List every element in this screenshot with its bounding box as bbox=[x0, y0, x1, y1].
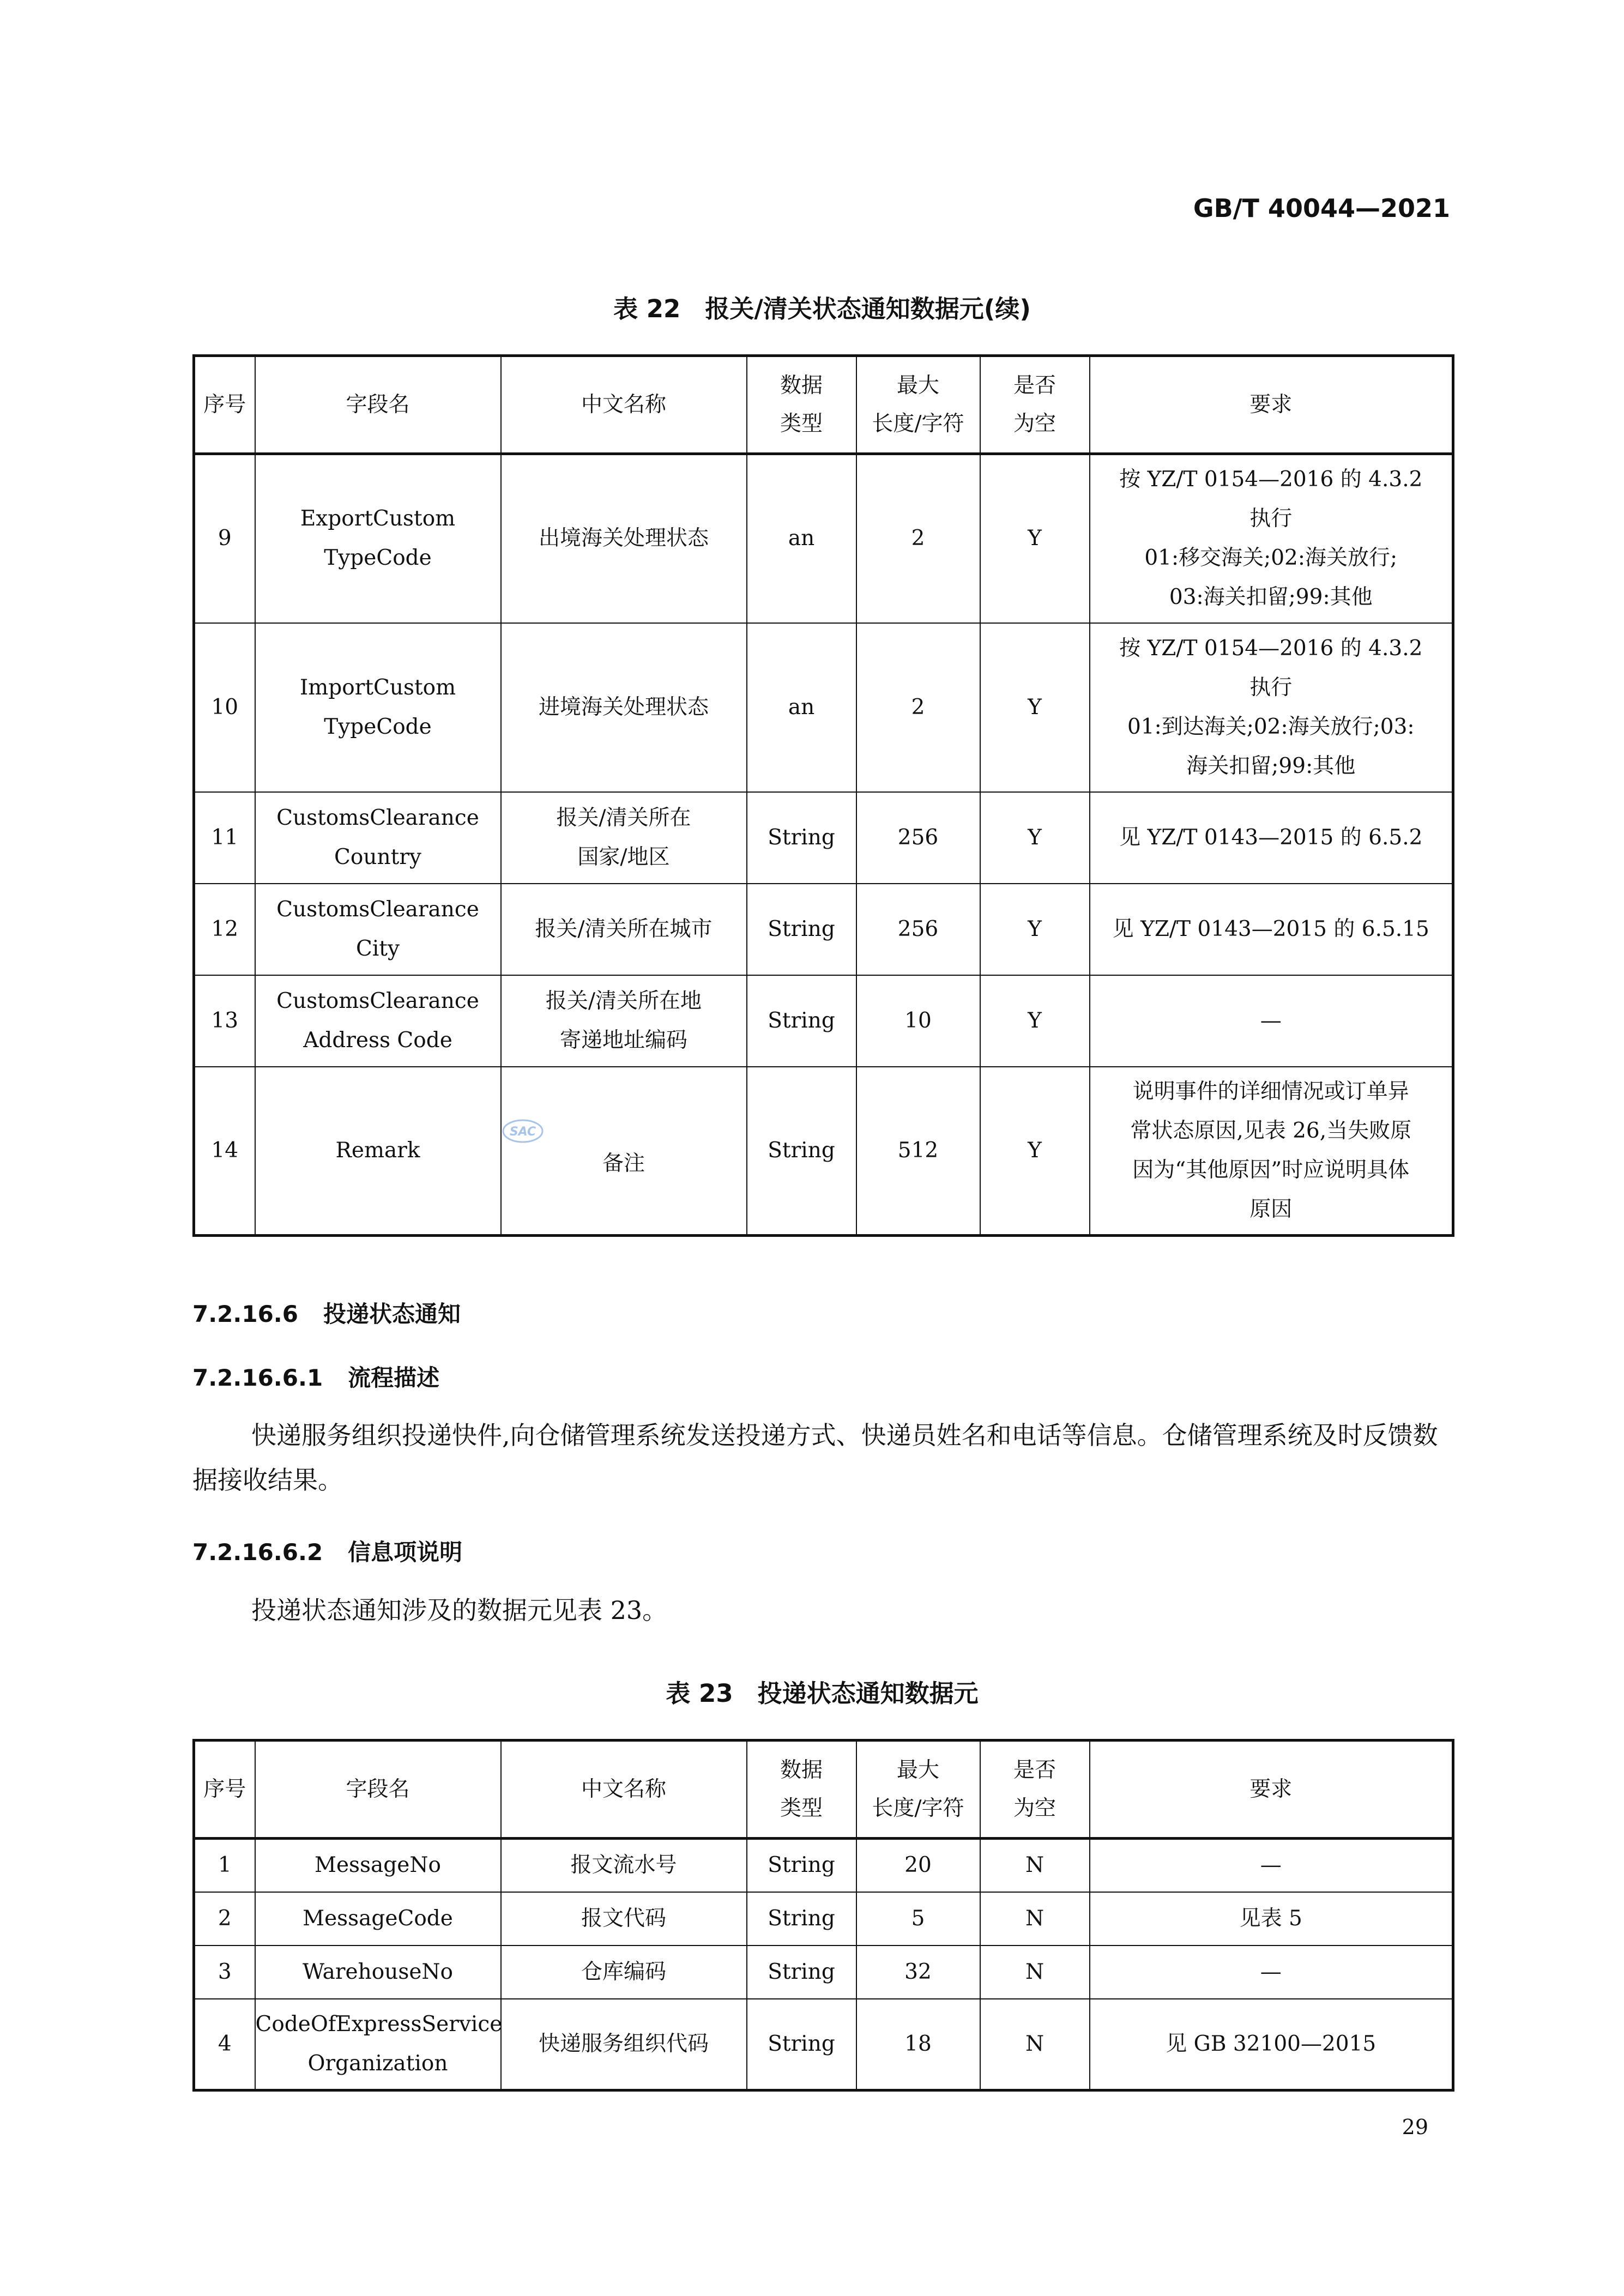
sac-watermark-icon bbox=[502, 1118, 544, 1144]
cell-nullable: Y bbox=[980, 454, 1090, 623]
cell-field-name: ImportCustom TypeCode bbox=[255, 623, 501, 792]
cell-nullable: Y bbox=[980, 623, 1090, 792]
cell-requirement: 见 YZ/T 0143—2015 的 6.5.15 bbox=[1090, 884, 1453, 975]
cell-chinese-name: 报关/清关所在 国家/地区 bbox=[501, 792, 747, 884]
column-header: 要求 bbox=[1090, 1741, 1453, 1839]
cell-nullable: Y bbox=[980, 792, 1090, 884]
column-header: 字段名 bbox=[255, 1741, 501, 1839]
cell-data-type: String bbox=[747, 1999, 856, 2090]
table-row bbox=[194, 1999, 1453, 2090]
page-number: 29 bbox=[1402, 2115, 1428, 2139]
table-row bbox=[194, 975, 1453, 1067]
column-header: 是否 为空 bbox=[980, 356, 1090, 454]
cell-max-length: 256 bbox=[856, 884, 980, 975]
table-row bbox=[194, 1945, 1453, 1999]
cell-max-length: 10 bbox=[856, 975, 980, 1067]
section-number: 7.2.16.6.2 bbox=[192, 1539, 323, 1566]
section-number: 7.2.16.6 bbox=[192, 1301, 298, 1327]
cell-serial-number: 3 bbox=[194, 1945, 255, 1999]
table-row bbox=[194, 884, 1453, 975]
cell-data-type: String bbox=[747, 1839, 856, 1892]
cell-requirement: — bbox=[1090, 1839, 1453, 1892]
cell-max-length: 32 bbox=[856, 1945, 980, 1999]
table-row bbox=[194, 1067, 1453, 1236]
standard-number: GB/T 40044—2021 bbox=[1193, 194, 1450, 223]
cell-field-name: Remark bbox=[255, 1067, 501, 1236]
table-23 bbox=[192, 1739, 1454, 2092]
cell-max-length: 2 bbox=[856, 454, 980, 623]
cell-nullable: Y bbox=[980, 975, 1090, 1067]
cell-chinese-name: 报关/清关所在城市 bbox=[501, 884, 747, 975]
cell-max-length: 2 bbox=[856, 623, 980, 792]
column-header: 最大 长度/字符 bbox=[856, 356, 980, 454]
paragraph-process-description: 快递服务组织投递快件,向仓储管理系统发送投递方式、快递员姓名和电话等信息。仓储管理系统及时反馈数据接收结果。 bbox=[192, 1421, 1438, 1495]
cell-requirement: 见 GB 32100—2015 bbox=[1090, 1999, 1453, 2090]
cell-data-type: String bbox=[747, 884, 856, 975]
cell-data-type: String bbox=[747, 1945, 856, 1999]
cell-field-name: ExportCustom TypeCode bbox=[255, 454, 501, 623]
cell-chinese-name: 报关/清关所在地 寄递地址编码 bbox=[501, 975, 747, 1067]
cell-data-type: String bbox=[747, 1067, 856, 1236]
cell-data-type: String bbox=[747, 792, 856, 884]
column-header: 最大 长度/字符 bbox=[856, 1741, 980, 1839]
table-23-caption: 表 23 投递状态通知数据元 bbox=[666, 1679, 979, 1708]
cell-max-length: 256 bbox=[856, 792, 980, 884]
cell-data-type: an bbox=[747, 454, 856, 623]
cell-data-type: String bbox=[747, 975, 856, 1067]
cell-nullable: N bbox=[980, 1999, 1090, 2090]
cell-serial-number: 11 bbox=[194, 792, 255, 884]
cell-serial-number: 9 bbox=[194, 454, 255, 623]
section-title: 流程描述 bbox=[348, 1364, 440, 1391]
cell-chinese-name: 报文流水号 bbox=[501, 1839, 747, 1892]
cell-requirement: 按 YZ/T 0154—2016 的 4.3.2 执行 01:移交海关;02:海关放行; 03:海关扣留;99:其他 bbox=[1090, 454, 1453, 623]
table-row bbox=[194, 1839, 1453, 1892]
cell-nullable: N bbox=[980, 1892, 1090, 1945]
column-header: 要求 bbox=[1090, 356, 1453, 454]
cell-serial-number: 10 bbox=[194, 623, 255, 792]
cell-nullable: N bbox=[980, 1839, 1090, 1892]
column-header: 序号 bbox=[194, 356, 255, 454]
cell-requirement: 见 YZ/T 0143—2015 的 6.5.2 bbox=[1090, 792, 1453, 884]
cell-chinese-name: 快递服务组织代码 bbox=[501, 1999, 747, 2090]
cell-serial-number: 2 bbox=[194, 1892, 255, 1945]
cell-chinese-name: 报文代码 bbox=[501, 1892, 747, 1945]
cell-field-name: CustomsClearance Country bbox=[255, 792, 501, 884]
cell-chinese-name: 进境海关处理状态 bbox=[501, 623, 747, 792]
section-title: 投递状态通知 bbox=[323, 1301, 461, 1327]
table-row bbox=[194, 454, 1453, 623]
table-header-row bbox=[194, 1741, 1453, 1839]
cell-requirement: — bbox=[1090, 1945, 1453, 1999]
section-number: 7.2.16.6.1 bbox=[192, 1364, 323, 1391]
cell-serial-number: 14 bbox=[194, 1067, 255, 1236]
cell-field-name: MessageCode bbox=[255, 1892, 501, 1945]
cell-chinese-name: SAC 备注 bbox=[501, 1067, 747, 1236]
cell-max-length: 20 bbox=[856, 1839, 980, 1892]
section-heading-7-2-16-6-2 bbox=[192, 1534, 462, 1567]
cell-serial-number: 12 bbox=[194, 884, 255, 975]
cell-requirement: — bbox=[1090, 975, 1453, 1067]
table-header-row bbox=[194, 356, 1453, 454]
cell-nullable: Y bbox=[980, 1067, 1090, 1236]
cell-chinese-name: 出境海关处理状态 bbox=[501, 454, 747, 623]
cell-field-name: MessageNo bbox=[255, 1839, 501, 1892]
section-heading-7-2-16-6-1 bbox=[192, 1360, 439, 1393]
cell-field-name: CustomsClearance City bbox=[255, 884, 501, 975]
section-title: 信息项说明 bbox=[348, 1539, 463, 1566]
column-header: 序号 bbox=[194, 1741, 255, 1839]
column-header: 数据 类型 bbox=[747, 356, 856, 454]
table-row bbox=[194, 623, 1453, 792]
cell-serial-number: 1 bbox=[194, 1839, 255, 1892]
cell-max-length: 5 bbox=[856, 1892, 980, 1945]
cell-field-name: CustomsClearance Address Code bbox=[255, 975, 501, 1067]
cell-max-length: 512 bbox=[856, 1067, 980, 1236]
cell-field-name: WarehouseNo bbox=[255, 1945, 501, 1999]
cell-nullable: N bbox=[980, 1945, 1090, 1999]
paragraph-table-reference: 投递状态通知涉及的数据元见表 23。 bbox=[251, 1596, 668, 1625]
svg-text:SAC: SAC bbox=[509, 1125, 536, 1139]
table-22 bbox=[192, 354, 1454, 1237]
column-header: 是否 为空 bbox=[980, 1741, 1090, 1839]
column-header: 中文名称 bbox=[501, 356, 747, 454]
table-row bbox=[194, 792, 1453, 884]
table-22-caption: 表 22 报关/清关状态通知数据元(续) bbox=[613, 294, 1031, 323]
section-heading-7-2-16-6 bbox=[192, 1296, 461, 1329]
cell-requirement: 按 YZ/T 0154—2016 的 4.3.2 执行 01:到达海关;02:海关放行;03: 海关扣留;99:其他 bbox=[1090, 623, 1453, 792]
cell-requirement: 说明事件的详细情况或订单异 常状态原因,见表 26,当失败原 因为“其他原因”时应说明具体 原因 bbox=[1090, 1067, 1453, 1236]
cell-field-name: CodeOfExpressService Organization bbox=[255, 1999, 501, 2090]
table-row bbox=[194, 1892, 1453, 1945]
cell-data-type: an bbox=[747, 623, 856, 792]
cell-serial-number: 4 bbox=[194, 1999, 255, 2090]
column-header: 字段名 bbox=[255, 356, 501, 454]
cell-requirement: 见表 5 bbox=[1090, 1892, 1453, 1945]
cell-data-type: String bbox=[747, 1892, 856, 1945]
cell-chinese-name: 仓库编码 bbox=[501, 1945, 747, 1999]
cell-nullable: Y bbox=[980, 884, 1090, 975]
cell-serial-number: 13 bbox=[194, 975, 255, 1067]
cell-max-length: 18 bbox=[856, 1999, 980, 2090]
column-header: 中文名称 bbox=[501, 1741, 747, 1839]
column-header: 数据 类型 bbox=[747, 1741, 856, 1839]
